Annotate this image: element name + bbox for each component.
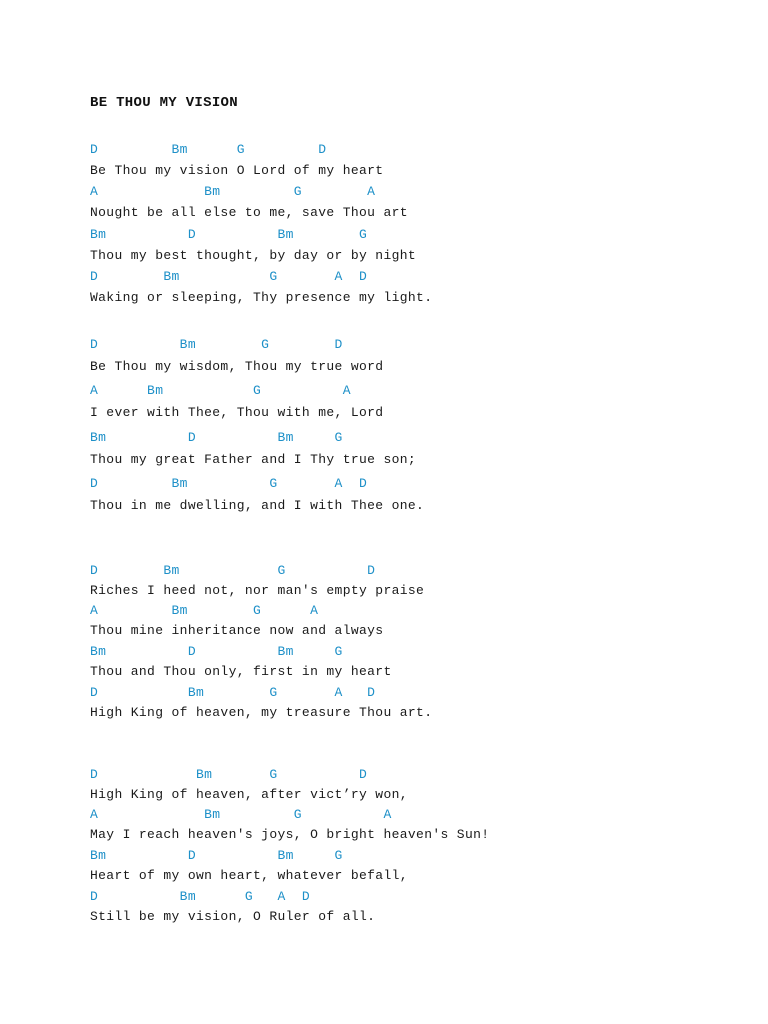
lyric-line: Thou mine inheritance now and always xyxy=(90,623,384,638)
chord-line: D Bm G D xyxy=(90,142,327,157)
lyric-line: Thou in me dwelling, and I with Thee one. xyxy=(90,498,425,513)
chord-line: D Bm G D xyxy=(90,563,376,578)
chord-line: Bm D Bm G xyxy=(90,227,368,242)
chord-line: D Bm G D xyxy=(90,337,343,352)
lyric-line: Still be my vision, O Ruler of all. xyxy=(90,909,376,924)
lyric-line: May I reach heaven's joys, O bright heaven's Sun! xyxy=(90,827,490,842)
chord-line: Bm D Bm G xyxy=(90,848,343,863)
chord-line: D Bm G A D xyxy=(90,889,311,904)
song-title: BE THOU MY VISION xyxy=(90,95,238,111)
lyric-line: Nought be all else to me, save Thou art xyxy=(90,205,408,220)
lyric-line: Thou and Thou only, first in my heart xyxy=(90,664,392,679)
chord-line: D Bm G D xyxy=(90,767,368,782)
chord-line: D Bm G A D xyxy=(90,476,368,491)
lyric-line: Waking or sleeping, Thy presence my light. xyxy=(90,290,433,305)
chord-line: D Bm G A D xyxy=(90,269,368,284)
lyric-line: Be Thou my vision O Lord of my heart xyxy=(90,163,384,178)
chord-line: Bm D Bm G xyxy=(90,644,343,659)
lyric-line: I ever with Thee, Thou with me, Lord xyxy=(90,405,384,420)
chord-line: Bm D Bm G xyxy=(90,430,343,445)
lyric-line: Be Thou my wisdom, Thou my true word xyxy=(90,359,384,374)
lyric-line: High King of heaven, after vict’ry won, xyxy=(90,787,408,802)
lyric-line: Heart of my own heart, whatever befall, xyxy=(90,868,408,883)
lyric-line: Thou my best thought, by day or by night xyxy=(90,248,417,263)
chord-line: A Bm G A xyxy=(90,184,376,199)
chord-line: D Bm G A D xyxy=(90,685,376,700)
chord-line: A Bm G A xyxy=(90,807,392,822)
chord-line: A Bm G A xyxy=(90,603,319,618)
lyric-line: Riches I heed not, nor man's empty praise xyxy=(90,583,425,598)
lyric-line: Thou my great Father and I Thy true son; xyxy=(90,452,417,467)
lyric-line: High King of heaven, my treasure Thou art. xyxy=(90,705,433,720)
chord-line: A Bm G A xyxy=(90,383,351,398)
